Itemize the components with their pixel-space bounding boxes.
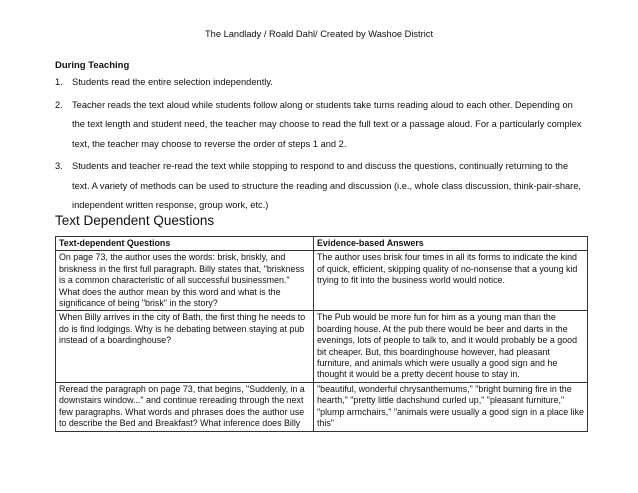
step-number: 2. [55, 99, 63, 110]
column-header-questions: Text-dependent Questions [56, 237, 314, 251]
step-text: Students and teacher re-read the text while stopping to respond to and discuss the questions, continually returning to the text. A variety of methods can be used to structure the reading and discussion (i.e., whole class discussion, think-pair-share, independent written response, group work, etc.) [72, 161, 582, 210]
teaching-steps-list [55, 73, 585, 219]
answer-cell: The author uses brisk four times in all its forms to indicate the kind of quick, efficient, skipping quality of no-nonsense that a young kid trying to fit into the business world would notice. [314, 251, 588, 311]
table-header-row [56, 237, 588, 251]
table-row [56, 311, 588, 382]
document-header: The Landlady / Roald Dahl/ Created by Washoe District [204, 29, 434, 39]
question-cell: Reread the paragraph on page 73, that begins, "Suddenly, in a downstairs window..." and continue rereading through the next few paragraphs. What words and phrases does the author use to describe the Bed and Breakfast? What inference does Billy [56, 382, 314, 431]
answer-cell: "beautiful, wonderful chrysanthemums," "bright burning fire in the hearth," "pretty little dachshund curled up," "pleasant furniture," "plump armchairs," "animals were usually a good sign in a place like this" [314, 382, 588, 431]
step-number: 1. [55, 77, 63, 87]
question-cell: When Billy arrives in the city of Bath, the first thing he needs to do is find lodgings. Why is he debating between staying at pub instead of a boardinghouse? [56, 311, 314, 382]
list-item [55, 96, 585, 155]
text-dependent-questions-title: Text Dependent Questions [55, 213, 215, 228]
step-text: Teacher reads the text aloud while students follow along or students take turns reading aloud to each other. Depending on the text length and student need, the teacher may choose to read the full text or a passage aloud. For a particularly complex text, the teacher may choose to reverse the order of steps 1 and 2. [72, 99, 582, 149]
list-item [55, 73, 585, 93]
step-number: 3. [55, 161, 63, 171]
column-header-answers: Evidence-based Answers [314, 237, 588, 251]
table-row [56, 382, 588, 431]
list-item [55, 157, 585, 216]
during-teaching-heading: During Teaching [55, 60, 130, 71]
questions-table [55, 236, 588, 432]
answer-cell: The Pub would be more fun for him as a young man than the boarding house. At the pub there would be beer and darts in the evenings, lots of people to talk to, and it would probably be a good bit cheaper. But, this boardinghouse however, had pleasant furniture, and animals which were usually a good sign and he thought it would be a pretty decent house to stay in. [314, 311, 588, 382]
table-row [56, 251, 588, 311]
question-cell: On page 73, the author uses the words: brisk, briskly, and briskness in the first full paragraph. Billy states that, "briskness is a common characteristic of all successful businessmen." What does the author mean by this word and what is the significance of being "brisk" in the story? [56, 251, 314, 311]
step-text: Students read the entire selection independently. [72, 77, 273, 87]
